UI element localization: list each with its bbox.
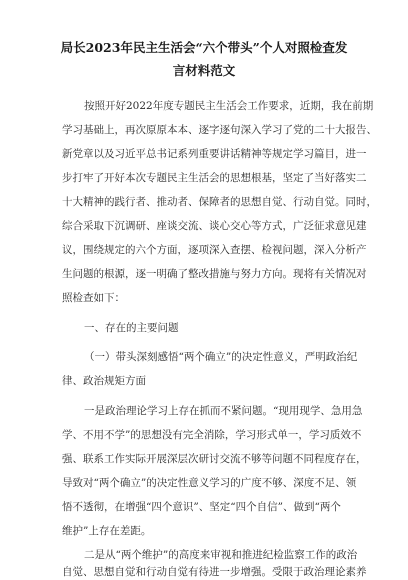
body-line: 综合采取下沉调研、座谈交流、谈心交心等方式，广泛征求意见建 — [62, 220, 367, 232]
document-title-line-1: 局长2023年民主生活会“六个带头”个人对照检查发 — [60, 40, 348, 55]
body-line: 强、联系工作实际开展深层次研讨交流不够等问题不同程度存在， — [62, 453, 367, 465]
subsection-heading: 律、政治规矩方面 — [62, 375, 146, 387]
subsection-heading: （一）带头深刻感悟“两个确立”的决定性意义，严明政治纪 — [84, 351, 358, 363]
body-line: 按照开好2022年度专题民主生活会工作要求，近期，我在前期 — [84, 100, 374, 112]
body-line: 议，围绕规定的六个方面，逐项深入查摆、检视问题，深入分析产 — [62, 244, 367, 256]
body-line: 十大精神的践行者、推动者、保障者的思想自觉、行动自觉。同时， — [62, 196, 377, 208]
body-line: 学习基础上，再次原原本本、逐字逐句深入学习了党的二十大报告、 — [62, 124, 377, 136]
body-line: 悟不透彻，在增强“四个意识”、坚定“四个自信”、做到“两个 — [62, 501, 341, 513]
body-line: 新党章以及习近平总书记系列重要讲话精神等规定学习篇目，进一 — [62, 148, 367, 160]
body-line: 步打牢了开好本次专题民主生活会的思想根基，坚定了当好落实二 — [62, 172, 367, 184]
body-line: 导致对“两个确立”的决定性意义学习的广度不够、深度不足、领 — [62, 477, 357, 489]
document-title-line-2: 言材料范文 — [172, 63, 236, 78]
body-line: 学、不用不学”的思想没有完全消除，学习形式单一，学习质效不 — [62, 429, 362, 441]
body-line: 一是政治理论学习上存在抓而不紧问题。“现用现学、急用急 — [84, 405, 363, 417]
section-heading: 一、存在的主要问题 — [84, 322, 179, 334]
body-line: 自觉、思想自觉和行动自觉有待进一步增强。受限于政治理论素养 — [62, 566, 367, 578]
body-line: 生问题的根源，逐一明确了整改措施与努力方向。现将有关情况对 — [62, 268, 367, 280]
body-line: 维护”上存在差距。 — [62, 525, 152, 537]
body-line: 照检查如下： — [62, 292, 125, 304]
body-line: 二是从“两个维护”的高度来审视和推进纪检监察工作的政治 — [84, 549, 358, 561]
